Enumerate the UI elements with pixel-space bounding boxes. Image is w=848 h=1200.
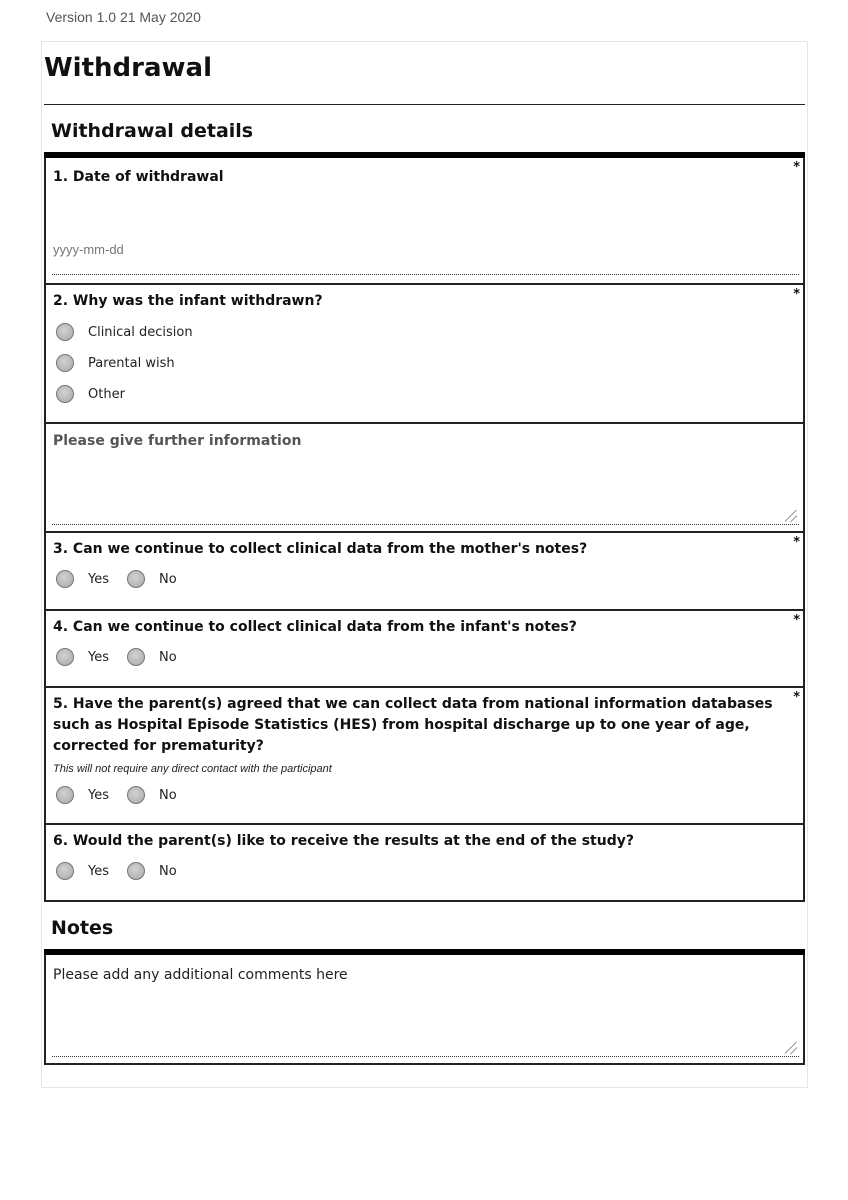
option-label: Yes (88, 649, 109, 665)
textarea-underline (52, 1056, 799, 1057)
form-title: Withdrawal (44, 53, 212, 83)
textarea-underline (52, 524, 799, 525)
yes-no-options (56, 568, 195, 590)
radio-button[interactable] (56, 862, 74, 880)
radio-button[interactable] (56, 354, 74, 372)
option-no[interactable] (127, 648, 177, 666)
date-input[interactable]: yyyy-mm-dd (53, 242, 124, 257)
question-1-date-of-withdrawal (44, 158, 805, 285)
option-yes[interactable] (56, 570, 109, 588)
section-title-notes: Notes (51, 917, 114, 939)
notes-placeholder: Please add any additional comments here (53, 967, 348, 983)
radio-button[interactable] (56, 385, 74, 403)
radio-button[interactable] (127, 570, 145, 588)
question-label: 6. Would the parent(s) like to receive the results at the end of the study? (53, 833, 634, 849)
question-3-mothers-notes (44, 533, 805, 611)
question-label: 5. Have the parent(s) agreed that we can collect data from national information databases such as Hospital Episode Statistics (HES) from hospital discharge up to one year of age, corrected for prematurity? (53, 696, 773, 754)
section-title-withdrawal-details: Withdrawal details (51, 120, 254, 142)
input-underline (52, 274, 799, 275)
radio-button[interactable] (127, 648, 145, 666)
required-marker: * (793, 613, 800, 628)
textarea-placeholder: Please give further information (53, 433, 302, 449)
option-label: No (159, 863, 177, 879)
required-marker: * (793, 287, 800, 302)
resize-handle-icon[interactable] (785, 510, 797, 522)
yes-no-options (56, 784, 195, 806)
further-information-textarea[interactable] (44, 424, 805, 533)
yes-no-options (56, 860, 195, 882)
option-label: Yes (88, 571, 109, 587)
option-label: No (159, 787, 177, 803)
question-label: 2. Why was the infant withdrawn? (53, 293, 323, 309)
required-marker: * (793, 690, 800, 705)
option-parental-wish[interactable] (56, 352, 175, 374)
required-marker: * (793, 160, 800, 175)
question-label: 1. Date of withdrawal (53, 169, 224, 185)
radio-button[interactable] (56, 786, 74, 804)
question-hint: This will not require any direct contact with the participant (53, 763, 332, 775)
title-divider (44, 104, 805, 105)
option-yes[interactable] (56, 648, 109, 666)
question-label: 3. Can we continue to collect clinical data from the mother's notes? (53, 541, 588, 557)
option-label: Other (88, 386, 125, 402)
option-label: Parental wish (88, 355, 175, 371)
option-no[interactable] (127, 862, 177, 880)
question-6-receive-results (44, 825, 805, 902)
option-yes[interactable] (56, 862, 109, 880)
radio-button[interactable] (56, 648, 74, 666)
option-label: Yes (88, 863, 109, 879)
radio-button[interactable] (127, 862, 145, 880)
option-label: No (159, 649, 177, 665)
required-marker: * (793, 535, 800, 550)
question-2-why-withdrawn (44, 285, 805, 424)
radio-button[interactable] (56, 323, 74, 341)
radio-button[interactable] (127, 786, 145, 804)
option-label: Yes (88, 787, 109, 803)
notes-textarea[interactable] (44, 955, 805, 1065)
option-no[interactable] (127, 570, 177, 588)
option-label: Clinical decision (88, 324, 193, 340)
question-label: 4. Can we continue to collect clinical data from the infant's notes? (53, 619, 577, 635)
option-label: No (159, 571, 177, 587)
question-5-national-databases (44, 688, 805, 825)
question-4-infants-notes (44, 611, 805, 688)
radio-button[interactable] (56, 570, 74, 588)
option-other[interactable] (56, 383, 125, 405)
option-clinical-decision[interactable] (56, 321, 193, 343)
version-date: Version 1.0 21 May 2020 (46, 9, 201, 25)
resize-handle-icon[interactable] (785, 1042, 797, 1054)
option-no[interactable] (127, 786, 177, 804)
option-yes[interactable] (56, 786, 109, 804)
yes-no-options (56, 646, 195, 668)
